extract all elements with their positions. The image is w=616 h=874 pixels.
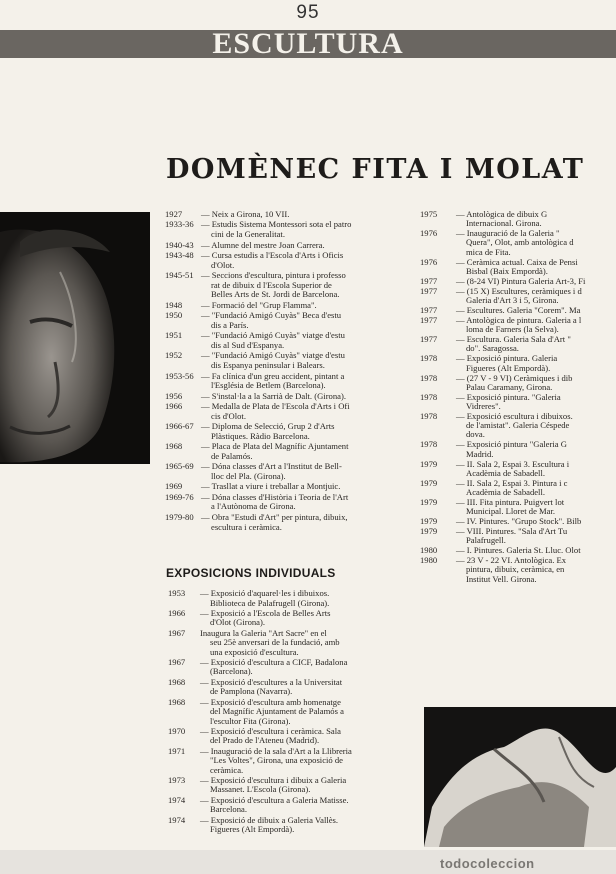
entry-year: 1979	[420, 497, 438, 507]
entry-year: 1951	[165, 330, 183, 341]
entry-year: 1973	[168, 774, 186, 785]
entry-text: — Exposició d'escultura amb homenatge	[200, 696, 341, 707]
entry-year: 1967	[168, 627, 186, 638]
entry-text: d'Olot.	[211, 259, 235, 270]
entry-year: 1966	[168, 607, 186, 618]
entry-text: — Antològica de dibuix G	[456, 209, 548, 219]
entry-text: do". Saragossa.	[466, 343, 519, 354]
entry-year: 1967	[168, 656, 186, 667]
entry-text: Vidreres".	[466, 400, 501, 411]
entry-text: — Ceràmica actual. Caixa de Pensi	[456, 256, 578, 267]
entry-year: 1966	[165, 401, 183, 411]
entry-text: pintura, dibuix, ceràmica, en	[466, 564, 565, 575]
entry-year: 1966-67	[165, 421, 194, 432]
entry-text: Biblioteca de Palafrugell (Girona).	[210, 597, 330, 608]
entry-text: — (27 V - 9 VI) Ceràmiques i dib	[456, 372, 573, 383]
entry-year: 1977	[420, 314, 438, 325]
entry-year: 1979	[420, 458, 438, 469]
entry-text: Acadèmia de Sabadell.	[466, 467, 545, 478]
entry-text: — Exposició pintura. "Galeria	[456, 391, 561, 402]
entry-year: 1977	[420, 275, 438, 286]
entry-text: lloc del Pla. (Girona).	[211, 470, 286, 481]
entry-text: — "Fundació Amigó Cuyàs" viatge d'estu	[201, 330, 345, 341]
entry-year: 1976	[420, 256, 438, 267]
entry-text: — Exposició d'escultura a CICF, Badalona	[200, 656, 348, 667]
entry-text: — Exposició d'escultura i dibuix a Galeria	[200, 774, 347, 785]
entry-text: mica de Fita.	[466, 246, 511, 257]
page-number: 95	[296, 2, 320, 23]
entry-text: — Obra "Estudi d'Art" per pintura, dibuix,	[201, 511, 348, 522]
entry-text: del Prado de l'Ateneu (Madrid).	[210, 735, 320, 746]
entry-text: — Formació del "Grup Flamma".	[201, 299, 317, 310]
entry-text: — Exposició pintura "Galeria G	[456, 439, 567, 450]
entry-text: del Magnífic Ajuntament de Palamós a	[210, 706, 344, 716]
entry-text: — Exposició d'aquarel·les i dibuixos.	[200, 588, 330, 598]
entry-text: a l'Autònoma de Girona.	[211, 501, 296, 512]
entry-text: — III. Fita pintura. Puigvert lot	[456, 497, 565, 507]
entry-text: — Estudis Sistema Montessori sota el patro	[201, 219, 352, 230]
entry-text: — Exposició d'escultura a Galeria Matisse.	[200, 794, 349, 805]
entry-text: — Inauguració de la sala d'Art a la Llibreria	[200, 745, 352, 756]
entry-text: Madrid.	[466, 448, 494, 459]
entry-year: 1977	[420, 305, 438, 315]
entry-text: Institut Vell. Girona.	[466, 573, 537, 584]
entry-text: — Trasllat a viure i treballar a Montjuic.	[201, 481, 341, 492]
entry-text: Acadèmia de Sabadell.	[466, 487, 545, 498]
entry-year: 1940-43	[165, 239, 194, 250]
entry-text: — Dóna classes d'Art a l'Institut de Bell-	[201, 461, 342, 472]
entry-year: 1979	[420, 516, 438, 527]
entry-text: dova.	[466, 429, 485, 440]
entry-text: — VIII. Pintures. "Sala d'Art Tu	[456, 526, 568, 537]
entry-text: de Pamplona (Navarra).	[210, 686, 293, 697]
entry-text: cini de la Generalitat.	[211, 229, 285, 240]
entry-year: 1977	[420, 285, 438, 296]
entry-text: una exposició d'escultura.	[210, 646, 299, 657]
entry-year: 1971	[168, 745, 186, 756]
sculpture-photo	[424, 707, 616, 847]
entry-text: Quera", Olot, amb antològica d	[466, 237, 574, 248]
entry-text: dis al Sud d'Espanya.	[211, 339, 285, 350]
entry-text: — Seccions d'escultura, pintura i professo	[201, 270, 346, 280]
entry-text: Bisbal (Baix Empordà).	[466, 265, 548, 276]
entry-year: 1965-69	[165, 461, 194, 472]
artist-name: DOMÈNEC FITA I MOLAT	[166, 154, 585, 185]
entry-text: — II. Sala 2, Espai 3. Escultura i	[456, 458, 570, 469]
entry-text: Palafrugell.	[466, 535, 506, 546]
entry-text: l'Església de Betlem (Barcelona).	[211, 380, 326, 391]
entry-text: — Medalla de Plata de l'Escola d'Arts i Ofi	[201, 401, 350, 411]
entry-year: 1948	[165, 299, 183, 310]
entry-text: — Dóna classes d'Història i Teoria de l'Art	[201, 491, 349, 502]
entry-text: — II. Sala 2, Espai 3. Pintura i c	[456, 477, 568, 488]
entry-text: — Exposició a l'Escola de Belles Arts	[200, 607, 331, 618]
entry-text: Figueres (Alt Empordà).	[466, 362, 551, 373]
entry-text: dis Espanya peninsular i Balears.	[211, 360, 325, 371]
entry-year: 1979-80	[165, 511, 194, 522]
entry-text: — "Fundació Amigó Cuyàs" viatge d'estu	[201, 350, 345, 361]
entry-year: 1927	[165, 209, 183, 219]
entry-text: — Cursa estudis a l'Escola d'Arts i Oficis	[201, 249, 344, 260]
entry-text: — I. Pintures. Galeria St. Lluc. Olot	[456, 545, 581, 556]
artist-portrait-photo	[0, 212, 150, 464]
entry-year: 1980	[420, 545, 438, 556]
entry-year: 1968	[165, 441, 183, 452]
entry-text: cis d'Olot.	[211, 410, 246, 421]
entry-year: 1978	[420, 410, 438, 421]
entry-text: Inaugura la Galeria "Art Sacre" en el	[200, 627, 327, 638]
entry-text: seu 25è anversari de la fundació, amb	[210, 637, 340, 648]
entry-year: 1976	[420, 228, 438, 239]
entry-text: d'Olot (Girona).	[210, 617, 266, 628]
watermark-logo: todocoleccion	[440, 856, 535, 871]
entry-text: — S'instal·la a la Sarrià de Dalt. (Girona).	[201, 390, 346, 401]
entry-text: — Escultura. Galeria Sala d'Art "	[456, 334, 571, 345]
entry-text: rat de dibuix d l'Escola Superior de	[211, 279, 332, 290]
entry-text: de l'amistat". Galeria Céspede	[466, 420, 570, 431]
entry-year: 1952	[165, 350, 183, 361]
entry-year: 1978	[420, 353, 438, 364]
entry-text: — Placa de Plata del Magnífic Ajuntament	[201, 441, 349, 452]
entry-text: loma de Farners (la Selva).	[466, 324, 559, 335]
entry-year: 1945-51	[165, 270, 194, 280]
entry-text: — Neix a Girona, 10 VII.	[201, 209, 290, 219]
entry-text: — Exposició d'escultura i ceràmica. Sala	[200, 725, 341, 736]
entry-text: Figueres (Alt Empordà).	[210, 824, 295, 834]
entry-text: dis a París.	[211, 319, 249, 330]
entry-text: — "Fundació Amigó Cuyàs" Beca d'estu	[201, 310, 342, 321]
entry-text: — Exposició escultura i dibuixos.	[456, 410, 573, 421]
entry-text: Massanet. L'Escola (Girona).	[210, 784, 311, 795]
entry-text: — Alumne del mestre Joan Carrera.	[201, 239, 325, 250]
entry-text: — Antològica de pintura. Galeria a l	[456, 314, 582, 325]
entry-text: — (8-24 VI) Pintura Galeria Art-3, Fi	[456, 275, 586, 286]
entry-text: Plàstiques. Ràdio Barcelona.	[211, 430, 310, 441]
entry-year: 1978	[420, 372, 438, 383]
entry-text: Palau Caramany, Girona.	[466, 381, 553, 392]
entry-year: 1943-48	[165, 249, 194, 260]
entry-year: 1975	[420, 209, 438, 219]
entry-year: 1933-36	[165, 219, 194, 230]
entry-year: 1979	[420, 526, 438, 537]
entry-year: 1980	[420, 555, 438, 566]
entry-year: 1974	[168, 814, 186, 825]
entry-text: — Inauguració de la Galeria "	[456, 228, 560, 239]
entry-text: l'escultor Fita (Girona).	[210, 715, 291, 726]
entry-year: 1953-56	[165, 370, 194, 381]
entry-text: — (15 X) Escultures, ceràmiques i d	[456, 285, 582, 296]
entry-text: (Barcelona).	[210, 666, 253, 677]
entry-text: — Fa clínica d'un greu accident, pintant a	[201, 370, 345, 381]
section-title: ESCULTURA	[212, 27, 404, 60]
entry-year: 1969	[165, 481, 183, 492]
entry-text: — Exposició d'escultures a la Universitat	[200, 676, 343, 687]
entry-text: Municipal. Lloret de Mar.	[466, 506, 556, 517]
entry-year: 1978	[420, 391, 438, 402]
entry-text: Barcelona.	[210, 804, 247, 815]
entry-text: — Exposició pintura. Galeria	[456, 353, 558, 364]
entry-text: Belles Arts de St. Jordi de Barcelona.	[211, 289, 340, 300]
entry-text: Internacional. Girona.	[466, 218, 542, 229]
entry-text: — Escultures. Galeria "Corem". Ma	[456, 305, 581, 315]
entry-year: 1968	[168, 696, 186, 707]
entry-year: 1974	[168, 794, 186, 805]
entry-year: 1956	[165, 390, 183, 401]
entry-year: 1978	[420, 439, 438, 450]
entry-text: de Palamós.	[211, 450, 253, 461]
entry-year: 1969-76	[165, 491, 194, 502]
entry-year: 1979	[420, 477, 438, 488]
entry-year: 1977	[420, 334, 438, 345]
entry-text: — 23 V - 22 VI. Antològica. Ex	[456, 555, 567, 566]
entry-text: — IV. Pintures. "Grupo Stock". Bilb	[456, 516, 582, 527]
entry-year: 1970	[168, 725, 186, 736]
entry-year: 1953	[168, 588, 186, 598]
entry-text: — Exposició de dibuix a Galeria Vallès.	[200, 814, 339, 825]
entry-year: 1950	[165, 310, 183, 321]
entry-text: "Les Voltes", Girona, una exposició de	[210, 755, 343, 766]
entry-year: 1968	[168, 676, 186, 687]
entry-text: Galeria d'Art 3 i 5, Girona.	[466, 295, 559, 306]
entry-text: — Diploma de Selecció, Grup 2 d'Arts	[201, 421, 335, 432]
entry-text: escultura i ceràmica.	[211, 521, 282, 532]
exhibitions-heading: EXPOSICIONS INDIVIDUALS	[166, 566, 336, 580]
entry-text: ceràmica.	[210, 764, 244, 775]
